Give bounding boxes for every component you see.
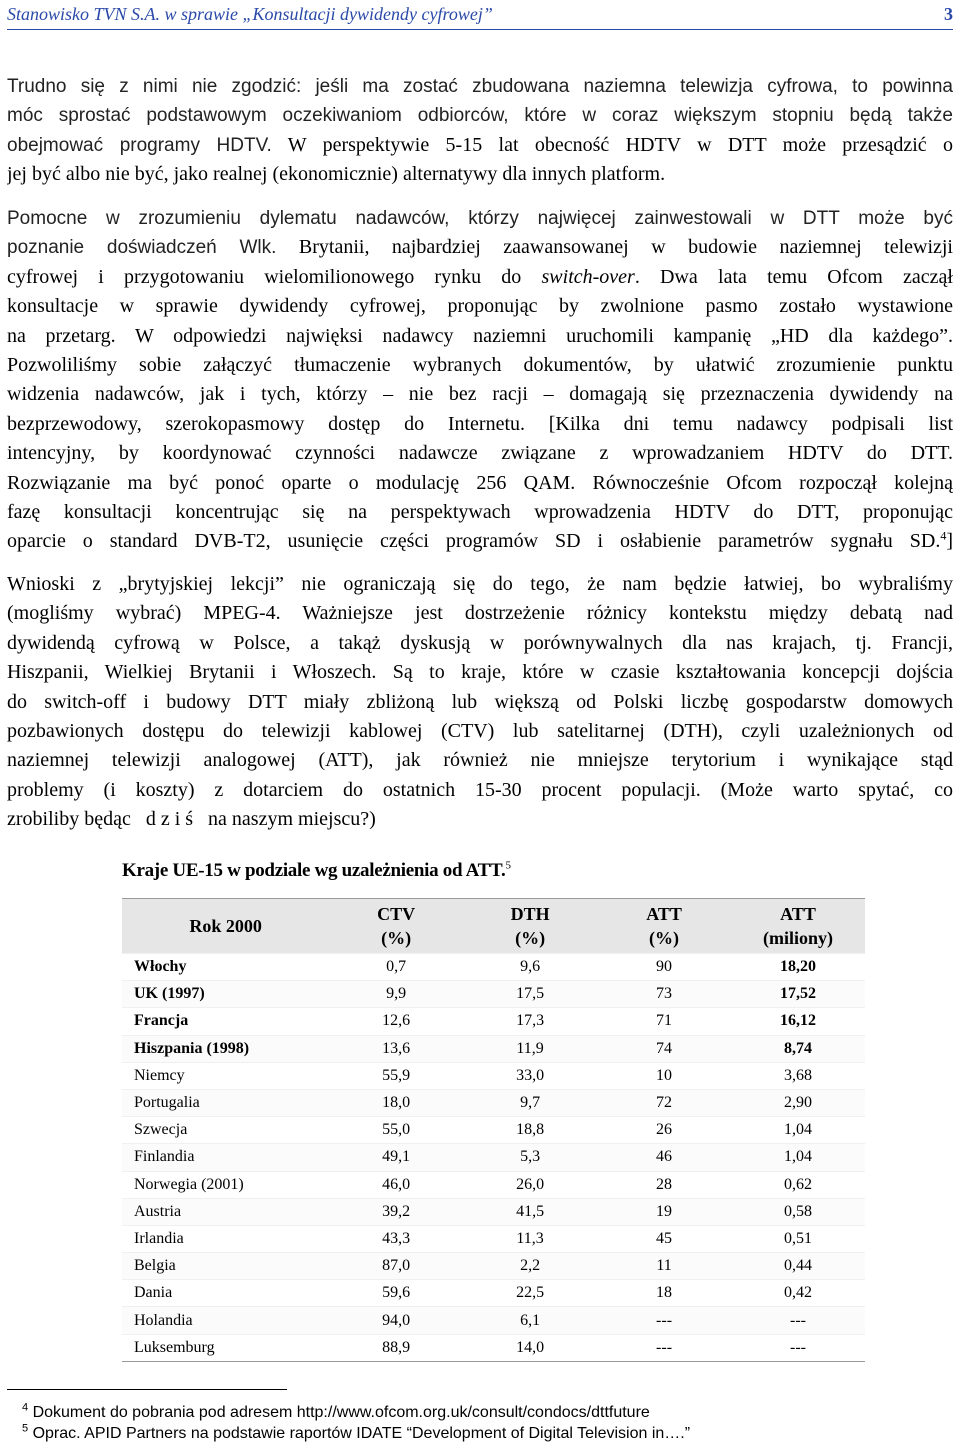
table-row xyxy=(122,1008,865,1035)
cell-country: Szwecja xyxy=(122,1117,329,1144)
cell-dth: 9,7 xyxy=(463,1089,597,1116)
table-row xyxy=(122,1117,865,1144)
text-line: jej być albo nie być, jako realnej (ekonomicznie) alternatywy dla innych platform. xyxy=(7,163,666,186)
cell-ctv: 59,6 xyxy=(329,1280,463,1307)
cell-att-millions: 2,90 xyxy=(731,1089,865,1116)
cell-country: Belgia xyxy=(122,1253,329,1280)
cell-country: Francja xyxy=(122,1008,329,1035)
cell-country: Portugalia xyxy=(122,1089,329,1116)
footnote-divider xyxy=(7,1389,287,1390)
cell-country: UK (1997) xyxy=(122,981,329,1008)
table-row xyxy=(122,981,865,1008)
footnote-ref: 4 xyxy=(940,528,947,543)
table-row xyxy=(122,1062,865,1089)
text-line: Wnioski z „brytyjskiej lekcji” nie ograniczają się do tego, że nam będzie łatwiej, bo wybraliśmy xyxy=(7,573,953,595)
table-row xyxy=(122,1225,865,1252)
cell-dth: 11,3 xyxy=(463,1225,597,1252)
footnote-number: 5 xyxy=(22,1422,29,1435)
cell-att-millions: 17,52 xyxy=(731,981,865,1008)
cell-ctv: 55,0 xyxy=(329,1117,463,1144)
cell-country: Luksemburg xyxy=(122,1334,329,1361)
cell-country: Austria xyxy=(122,1198,329,1225)
header-dth-unit: (%) xyxy=(515,928,546,948)
footnote-ref: 5 xyxy=(505,859,511,872)
cell-country: Niemcy xyxy=(122,1062,329,1089)
cell-ctv: 13,6 xyxy=(329,1035,463,1062)
header-year: Rok 2000 xyxy=(122,899,329,954)
page-number: 3 xyxy=(944,4,953,24)
table-header-row xyxy=(122,899,865,954)
cell-country: Finlandia xyxy=(122,1144,329,1171)
cell-ctv: 39,2 xyxy=(329,1198,463,1225)
cell-dth: 6,1 xyxy=(463,1307,597,1334)
cell-ctv: 88,9 xyxy=(329,1334,463,1361)
cell-att-percent: 11 xyxy=(597,1253,731,1280)
cell-att-percent: 19 xyxy=(597,1198,731,1225)
cell-country: Hiszpania (1998) xyxy=(122,1035,329,1062)
cell-att-percent: 10 xyxy=(597,1062,731,1089)
cell-att-percent: 73 xyxy=(597,981,731,1008)
table-row xyxy=(122,1280,865,1307)
header-dth xyxy=(463,899,597,954)
att-dependency-table xyxy=(122,898,865,1362)
header-attm-unit: (miliony) xyxy=(763,928,833,948)
cell-att-millions: 8,74 xyxy=(731,1035,865,1062)
text-line: konsultacje w sprawie dywidendy cyfrowej, proponując by zwolnione pasmo zostało wystawione xyxy=(7,295,953,318)
cell-att-percent: 72 xyxy=(597,1089,731,1116)
cell-att-millions: 18,20 xyxy=(731,954,865,981)
cell-country: Irlandia xyxy=(122,1225,329,1252)
cell-ctv: 43,3 xyxy=(329,1225,463,1252)
table-row xyxy=(122,1198,865,1225)
text-line: na przetarg. W odpowiedzi najwięksi nadawcy naziemni uruchomili kampanię „HD dla każdego”. xyxy=(7,324,953,347)
cell-dth: 17,5 xyxy=(463,981,597,1008)
text-line xyxy=(7,527,953,556)
footnote-text: Oprac. APID Partners na podstawie raportów IDATE “Development of Digital Television in….” xyxy=(28,1425,691,1442)
cell-att-percent: 71 xyxy=(597,1008,731,1035)
table-body xyxy=(122,954,865,1362)
text-line: dywidendą cyfrową w Polsce, a takąż dyskusją w porównywalnych dla nas krajach, tj. Francji, xyxy=(7,631,953,654)
cell-att-percent: --- xyxy=(597,1307,731,1334)
cell-ctv: 9,9 xyxy=(329,981,463,1008)
text-line: bezprzewodowy, szerokopasmowy dostęp do Internetu. [Kilka dni temu nadawcy podpisali list xyxy=(7,412,953,435)
cell-ctv: 0,7 xyxy=(329,954,463,981)
cell-att-millions: 1,04 xyxy=(731,1144,865,1171)
header-attm-label: ATT xyxy=(780,904,816,924)
text-span: Brytanii, najbardziej zaawansowanej w budowie naziemnej telewizji xyxy=(276,236,953,259)
footnote-5 xyxy=(22,1422,922,1443)
cell-country: Włochy xyxy=(122,954,329,981)
page-header xyxy=(7,4,953,28)
text-span-italic: switch-over xyxy=(541,265,635,288)
cell-dth: 2,2 xyxy=(463,1253,597,1280)
cell-dth: 14,0 xyxy=(463,1334,597,1361)
cell-att-millions: 3,68 xyxy=(731,1062,865,1089)
table-row xyxy=(122,1253,865,1280)
text-line: zrobiliby będąc d z i ś na naszym miejscu?) xyxy=(7,808,376,831)
text-span: poznanie doświadczeń Wlk. xyxy=(7,237,277,259)
footnote-text: Dokument do pobrania pod adresem http://www.ofcom.org.uk/consult/condocs/dttfuture xyxy=(28,1404,650,1421)
cell-dth: 5,3 xyxy=(463,1144,597,1171)
cell-dth: 17,3 xyxy=(463,1008,597,1035)
text-span: oparcie o standard DVB-T2, usunięcie części programów SD i osłabienie parametrów sygnału SD. xyxy=(7,530,941,553)
header-att-unit: (%) xyxy=(649,928,680,948)
cell-att-millions: --- xyxy=(731,1334,865,1361)
text-span: cyfrowej i przygotowaniu wielomilionowego rynku do xyxy=(7,265,542,288)
text-line: Trudno się z nimi nie zgodzić: jeśli ma zostać zbudowana naziemna telewizja cyfrowa, to powinna xyxy=(7,76,953,97)
header-ctv xyxy=(329,899,463,954)
cell-att-millions: 0,62 xyxy=(731,1171,865,1198)
text-line: do switch-off i budowy DTT miały zbliżoną lub większą od Polski liczbę gospodarstw domowych xyxy=(7,690,953,713)
cell-country: Norwegia (2001) xyxy=(122,1171,329,1198)
cell-country: Dania xyxy=(122,1280,329,1307)
cell-ctv: 12,6 xyxy=(329,1008,463,1035)
paragraph-2 xyxy=(7,204,953,557)
table-row xyxy=(122,1171,865,1198)
text-line: Pomocne w zrozumieniu dylematu nadawców, którzy najwięcej zainwestowali w DTT może być xyxy=(7,208,953,229)
header-att-label: ATT xyxy=(646,904,682,924)
table-row xyxy=(122,1334,865,1361)
table-row xyxy=(122,1089,865,1116)
cell-ctv: 94,0 xyxy=(329,1307,463,1334)
text-line: problemy (i koszty) z dotarciem do ostatnich 15-30 procent populacji. (Może warto spytać, co xyxy=(7,778,953,801)
text-line: móc sprostać podstawowym oczekiwaniom odbiorców, które w coraz większym stopniu będą także xyxy=(7,105,953,127)
table-row xyxy=(122,954,865,981)
cell-ctv: 46,0 xyxy=(329,1171,463,1198)
cell-att-percent: --- xyxy=(597,1334,731,1361)
cell-ctv: 18,0 xyxy=(329,1089,463,1116)
cell-att-percent: 28 xyxy=(597,1171,731,1198)
text-line: widzenia nadawców, jak i tych, którzy – nie bez racji – domagają się przeznaczenia dywidendy na xyxy=(7,383,953,406)
cell-dth: 26,0 xyxy=(463,1171,597,1198)
header-ctv-label: CTV xyxy=(377,904,416,924)
cell-dth: 33,0 xyxy=(463,1062,597,1089)
cell-att-percent: 45 xyxy=(597,1225,731,1252)
paragraph-1 xyxy=(7,72,953,190)
table-row xyxy=(122,1035,865,1062)
table-row xyxy=(122,1144,865,1171)
cell-att-millions: 0,58 xyxy=(731,1198,865,1225)
cell-country: Holandia xyxy=(122,1307,329,1334)
text-line: naziemnej telewizji analogowej (ATT), jak również nie mniejsze terytorium i wynikające stąd xyxy=(7,749,953,772)
cell-dth: 18,8 xyxy=(463,1117,597,1144)
cell-att-millions: 0,42 xyxy=(731,1280,865,1307)
cell-att-millions: 0,44 xyxy=(731,1253,865,1280)
cell-att-percent: 18 xyxy=(597,1280,731,1307)
cell-ctv: 87,0 xyxy=(329,1253,463,1280)
table-row xyxy=(122,1307,865,1334)
text-line: fazę konsultacji koncentrując się na perspektywach wprowadzenia HDTV do DTT, proponując xyxy=(7,500,953,523)
cell-att-millions: 1,04 xyxy=(731,1117,865,1144)
header-ctv-unit: (%) xyxy=(381,928,412,948)
header-dth-label: DTH xyxy=(510,904,550,924)
cell-dth: 11,9 xyxy=(463,1035,597,1062)
footnote-4 xyxy=(22,1401,922,1422)
table-caption-text: Kraje UE-15 w podziale wg uzależnienia od ATT. xyxy=(122,860,506,881)
text-span: . Dwa lata temu Ofcom zaczął xyxy=(634,265,953,288)
cell-dth: 41,5 xyxy=(463,1198,597,1225)
text-line: Rozwiązanie ma być ponoć oparte o modulację 256 QAM. Równocześnie Ofcom rozpoczął kolejną xyxy=(7,471,953,494)
header-att-percent xyxy=(597,899,731,954)
text-line xyxy=(7,131,953,160)
cell-att-millions: 16,12 xyxy=(731,1008,865,1035)
text-span: ] xyxy=(946,530,953,553)
cell-att-millions: 0,51 xyxy=(731,1225,865,1252)
document-title: Stanowisko TVN S.A. w sprawie „Konsultacji dywidendy cyfrowej” xyxy=(7,4,493,24)
footnote-number: 4 xyxy=(22,1401,29,1414)
text-span: obejmować programy HDTV. xyxy=(7,134,272,156)
cell-att-millions: --- xyxy=(731,1307,865,1334)
cell-att-percent: 74 xyxy=(597,1035,731,1062)
text-line: intencyjny, by koordynować czynności nadawcze związane z wprowadzaniem HDTV do DTT. xyxy=(7,442,953,465)
header-att-millions xyxy=(731,899,865,954)
text-line xyxy=(7,263,953,292)
text-line: Pozwoliliśmy sobie załączyć tłumaczenie wybranych dokumentów, by ułatwić zrozumienie punktu xyxy=(7,353,953,376)
text-span: W perspektywie 5-15 lat obecność HDTV w DTT może przesądzić o xyxy=(271,133,953,156)
cell-dth: 22,5 xyxy=(463,1280,597,1307)
cell-att-percent: 46 xyxy=(597,1144,731,1171)
cell-ctv: 49,1 xyxy=(329,1144,463,1171)
cell-att-percent: 26 xyxy=(597,1117,731,1144)
text-line: (mogliśmy wybrać) MPEG-4. Ważniejsze jest dostrzeżenie różnicy kontekstu między debatą nad xyxy=(7,602,953,625)
cell-att-percent: 90 xyxy=(597,954,731,981)
cell-dth: 9,6 xyxy=(463,954,597,981)
paragraph-3 xyxy=(7,570,953,835)
text-line: Hiszpanii, Wielkiej Brytanii i Włoszech. Są to kraje, które w czasie kształtowania koncepcji dojścia xyxy=(7,661,953,684)
cell-ctv: 55,9 xyxy=(329,1062,463,1089)
header-divider xyxy=(7,29,953,30)
text-line xyxy=(7,233,953,262)
text-line: pozbawionych dostępu do telewizji kablowej (CTV) lub satelitarnej (DTH), czyli uzależnionych od xyxy=(7,719,953,742)
table-caption xyxy=(122,860,722,882)
